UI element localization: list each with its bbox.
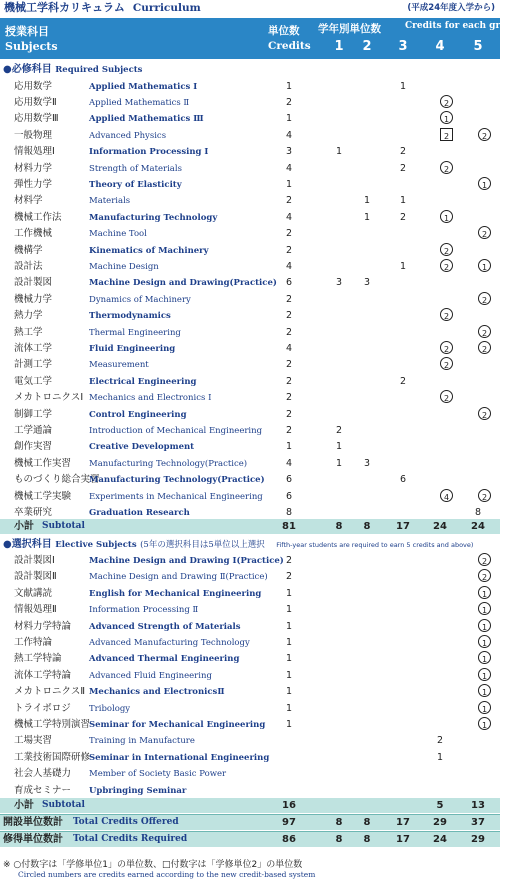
subject-name-en: Machine Design and Drawing(Practice)	[89, 278, 277, 289]
subject-name-jp: 設計法	[14, 260, 43, 272]
subtotal-label-en: Subtotal	[42, 800, 85, 810]
circled-credit-mark: 1	[478, 684, 491, 697]
total-offered-row	[0, 815, 500, 830]
subject-name-en: Thermodynamics	[89, 311, 171, 322]
enrollment-note: (平成24年度入学から)	[407, 3, 495, 13]
subtotal-grade-2: 8	[363, 521, 371, 532]
subject-name-jp: 機械工学実験	[14, 490, 72, 502]
grade-1-credit: 2	[335, 424, 343, 436]
subject-name-jp: メカトロニクスⅠ	[14, 392, 84, 404]
elective-title-en: Elective Subjects	[55, 540, 137, 550]
subject-row	[0, 79, 500, 95]
subject-name-en: Seminar in International Engineering	[89, 752, 270, 763]
subject-name-en: Advanced Physics	[89, 130, 167, 141]
subject-name-jp: 材料学	[14, 195, 43, 207]
total-offered-grade-4: 29	[433, 817, 447, 828]
subject-name-jp: 電気工学	[14, 375, 53, 387]
credit-count: 8	[285, 506, 293, 518]
subtotal-credits: 16	[282, 800, 296, 811]
total-offered-label-en: Total Credits Offered	[73, 817, 179, 827]
credit-count: 1	[285, 669, 293, 681]
boxed-credit-mark: 2	[440, 128, 453, 141]
circled-credit-mark: 2	[440, 390, 453, 403]
total-offered-grade-1: 8	[335, 817, 343, 828]
circled-credit-mark: 2	[478, 341, 491, 354]
header-grade-en: Credits for each grade	[405, 21, 518, 31]
subject-name-en: Advanced Thermal Engineering	[89, 654, 240, 665]
subject-row	[0, 275, 500, 291]
circled-credit-mark: 1	[478, 651, 491, 664]
subject-row	[0, 423, 500, 439]
subject-name-jp: ものづくり総合実習	[14, 474, 100, 486]
subject-name-jp: 材料力学特論	[14, 620, 72, 632]
subject-row	[0, 308, 500, 324]
grade-1-credit: 1	[335, 146, 343, 158]
subject-name-jp: 情報処理Ⅱ	[14, 604, 57, 616]
subject-row	[0, 177, 500, 193]
total-offered-grade-3: 17	[396, 817, 410, 828]
footnote-jp: ※ ○付数字は「学修単位1」の単位数、□付数字は「学修単位2」の単位数	[3, 860, 303, 870]
subject-row	[0, 193, 500, 209]
subject-row	[0, 357, 500, 373]
subject-name-en: Materials	[89, 196, 131, 207]
circled-credit-mark: 2	[478, 128, 491, 141]
credit-count: 2	[285, 392, 293, 404]
total-offered-credits: 97	[282, 817, 296, 828]
credit-count: 2	[285, 408, 293, 420]
total-required-grade-1: 8	[335, 834, 343, 845]
subject-name-jp: 機械工作法	[14, 211, 62, 223]
subtotal-label-jp: 小計	[14, 800, 34, 811]
subject-name-en: Applied Mathematics Ⅲ	[89, 114, 204, 125]
circled-credit-mark: 2	[440, 341, 453, 354]
credit-count: 1	[285, 702, 293, 714]
circled-credit-mark: 2	[478, 489, 491, 502]
subject-name-jp: メカトロニクスⅡ	[14, 686, 86, 698]
subject-row	[0, 701, 500, 717]
total-required-label-jp: 修得単位数計	[3, 834, 63, 845]
total-offered-grade-5: 37	[471, 817, 485, 828]
subject-name-jp: 機械工学特別演習	[14, 719, 91, 730]
credit-count: 4	[285, 129, 293, 141]
header-grade-jp: 学年別単位数	[318, 23, 381, 35]
grade-3-credit: 1	[399, 195, 407, 207]
grade-1-credit: 3	[335, 277, 343, 289]
credit-count: 1	[285, 113, 293, 125]
elective-title-jp: ●選択科目	[3, 539, 52, 550]
subject-row	[0, 407, 500, 423]
subject-name-jp: 工学通論	[14, 424, 53, 436]
subject-name-jp: 弾性力学	[14, 178, 53, 190]
subject-name-jp: 一般物理	[14, 129, 53, 141]
grade-2-header: 2	[362, 39, 372, 54]
grade-1-credit: 1	[335, 457, 343, 469]
credit-count: 2	[285, 375, 293, 387]
subject-name-en: Manufacturing Technology(Practice)	[89, 475, 265, 486]
credit-count: 6	[285, 474, 293, 486]
credit-count: 1	[285, 719, 293, 730]
subject-name-en: Mechanics and Electronics Ⅰ	[89, 393, 212, 404]
subject-name-en: Strength of Materials	[89, 163, 182, 174]
required-subtotal-row	[0, 519, 500, 534]
subject-name-en: Training in Manufacture	[89, 736, 195, 747]
subject-row	[0, 128, 500, 144]
subject-name-jp: 育成セミナー	[14, 784, 72, 796]
total-required-grade-3: 17	[396, 834, 410, 845]
circled-credit-mark: 1	[478, 177, 491, 190]
grade-3-credit: 2	[399, 211, 407, 223]
credit-count: 2	[285, 228, 293, 240]
subject-name-en: Applied Mathematics Ⅰ	[89, 81, 198, 92]
subject-row	[0, 226, 500, 242]
subject-name-en: Electrical Engineering	[89, 376, 197, 387]
subject-row	[0, 210, 500, 226]
grade-3-credit: 1	[399, 260, 407, 272]
subject-row	[0, 111, 500, 127]
total-required-grade-2: 8	[363, 834, 371, 845]
credit-count: 6	[285, 277, 293, 289]
grade-4-header: 4	[435, 39, 445, 54]
credit-count: 2	[285, 555, 293, 566]
circled-credit-mark: 2	[440, 95, 453, 108]
circled-credit-mark: 2	[440, 259, 453, 272]
circled-credit-mark: 2	[478, 569, 491, 582]
title-en: Curriculum	[132, 2, 201, 14]
subtotal-label-jp: 小計	[14, 521, 34, 532]
subject-name-jp: 工作特論	[14, 637, 53, 648]
subject-row	[0, 489, 500, 505]
subject-name-jp: 機構学	[14, 244, 43, 256]
subject-name-jp: 卒業研究	[14, 506, 53, 518]
subject-name-en: Dynamics of Machinery	[89, 294, 191, 305]
credit-count: 2	[285, 293, 293, 305]
subject-name-en: Tribology	[89, 703, 131, 714]
subject-row	[0, 750, 500, 766]
elective-subtotal-row	[0, 798, 500, 813]
circled-credit-mark: 2	[440, 357, 453, 370]
subtotal-grade-5: 13	[471, 800, 485, 811]
credit-count: 4	[285, 211, 293, 223]
circled-credit-mark: 1	[478, 635, 491, 648]
required-section-title	[3, 63, 142, 77]
subject-row	[0, 292, 500, 308]
subject-row	[0, 602, 500, 618]
subject-name-en: Machine Design and Drawing Ⅱ(Practice)	[89, 572, 268, 583]
circled-credit-mark: 1	[478, 619, 491, 632]
elective-note-jp: (5年の選択科目は5単位以上選択	[140, 540, 265, 550]
subject-name-jp: 工作機械	[14, 228, 53, 240]
credit-count: 1	[285, 441, 293, 453]
subject-name-en: Manufacturing Technology(Practice)	[89, 458, 248, 469]
subject-name-jp: 機械工作実習	[14, 457, 72, 469]
subject-name-jp: 設計製図Ⅱ	[14, 571, 57, 583]
circled-credit-mark: 1	[478, 717, 491, 730]
elective-note-en: Fifth-year students are required to earn 5 credits and above)	[276, 541, 474, 549]
subject-name-en: Experiments in Mechanical Engineering	[89, 491, 263, 502]
header-credits-en: Credits	[268, 40, 311, 52]
credit-count: 4	[285, 457, 293, 469]
subject-row	[0, 161, 500, 177]
subject-row	[0, 569, 500, 585]
credit-count: 4	[285, 342, 293, 354]
subject-name-en: Mechanics and ElectronicsⅡ	[89, 687, 225, 698]
subject-name-en: Measurement	[89, 360, 149, 371]
credit-count: 2	[285, 310, 293, 322]
subject-name-jp: 計測工学	[14, 359, 53, 371]
credit-count: 2	[285, 326, 293, 338]
total-offered-label-jp: 開設単位数計	[3, 817, 63, 828]
subject-row	[0, 635, 500, 651]
subject-name-jp: 熱工学	[14, 326, 43, 338]
circled-credit-mark: 4	[440, 489, 453, 502]
grade-4-credit: 2	[436, 735, 444, 747]
subject-row	[0, 95, 500, 111]
subject-name-jp: 応用数学Ⅲ	[14, 113, 59, 125]
subtotal-credits: 81	[282, 521, 296, 532]
subject-name-en: Graduation Research	[89, 507, 190, 518]
required-title-en: Required Subjects	[55, 65, 143, 75]
subject-name-en: Advanced Fluid Engineering	[89, 670, 212, 681]
subject-row	[0, 733, 500, 749]
credit-count: 4	[285, 260, 293, 272]
grade-2-credit: 3	[363, 277, 371, 289]
total-required-grade-5: 29	[471, 834, 485, 845]
subject-row	[0, 390, 500, 406]
subject-name-en: Information Processing Ⅱ	[89, 605, 199, 616]
subject-name-en: Advanced Manufacturing Technology	[89, 638, 250, 648]
credit-count: 6	[285, 490, 293, 502]
circled-credit-mark: 2	[440, 161, 453, 174]
circled-credit-mark: 1	[440, 210, 453, 223]
credit-count: 4	[285, 162, 293, 174]
subject-name-jp: 材料力学	[14, 162, 53, 174]
subject-name-jp: 機械力学	[14, 293, 53, 305]
credit-count: 1	[285, 587, 293, 599]
subject-row	[0, 553, 500, 569]
subject-name-en: Member of Society Basic Power	[89, 769, 227, 780]
subject-row	[0, 619, 500, 635]
subject-row	[0, 651, 500, 667]
subject-row	[0, 717, 500, 733]
subject-name-en: Information Processing Ⅰ	[89, 147, 209, 158]
grade-1-header: 1	[334, 39, 344, 54]
grade-3-credit: 6	[399, 474, 407, 486]
circled-credit-mark: 2	[440, 308, 453, 321]
circled-credit-mark: 2	[478, 292, 491, 305]
subject-row	[0, 325, 500, 341]
subject-name-jp: 設計製図	[14, 277, 53, 289]
header-subjects-en: Subjects	[5, 40, 58, 53]
circled-credit-mark: 2	[478, 325, 491, 338]
grade-3-credit: 2	[399, 146, 407, 158]
subject-name-en: Upbringing Seminar	[89, 785, 187, 796]
total-required-label-en: Total Credits Required	[73, 834, 188, 844]
subject-name-jp: 熱力学	[14, 310, 43, 322]
credit-count: 1	[285, 604, 293, 616]
title-jp: 機械工学科カリキュラム	[4, 1, 125, 14]
grade-2-credit: 1	[363, 195, 371, 207]
subject-name-en: Theory of Elasticity	[89, 179, 182, 190]
grade-3-credit: 2	[399, 375, 407, 387]
grade-5-credit: 8	[474, 506, 482, 518]
circled-credit-mark: 1	[440, 111, 453, 124]
grade-3-credit: 1	[399, 80, 407, 92]
grade-1-credit: 1	[335, 441, 343, 453]
subject-name-jp: 工業技術国際研修	[14, 751, 91, 763]
total-required-credits: 86	[282, 834, 296, 845]
page-title	[4, 0, 201, 16]
circled-credit-mark: 2	[440, 243, 453, 256]
subject-name-jp: 応用数学Ⅱ	[14, 96, 57, 108]
subject-name-jp: 流体工学	[14, 342, 53, 354]
subject-name-jp: 情報処理Ⅰ	[14, 146, 55, 158]
header-credits-jp: 単位数	[268, 25, 300, 37]
credit-count: 2	[285, 571, 293, 583]
subject-name-en: Fluid Engineering	[89, 343, 176, 354]
subject-name-en: English for Mechanical Engineering	[89, 588, 262, 599]
grade-3-credit: 2	[399, 162, 407, 174]
credit-count: 1	[285, 80, 293, 92]
subject-name-en: Manufacturing Technology	[89, 212, 218, 223]
subject-row	[0, 472, 500, 488]
subtotal-grade-4: 24	[433, 521, 447, 532]
credit-count: 1	[285, 178, 293, 190]
subject-row	[0, 766, 500, 782]
subtotal-grade-4: 5	[436, 800, 444, 811]
subject-row	[0, 439, 500, 455]
subject-name-jp: 流体工学特論	[14, 669, 72, 681]
credit-count: 3	[285, 146, 293, 158]
subject-name-jp: 設計製図Ⅰ	[14, 555, 55, 566]
circled-credit-mark: 2	[478, 407, 491, 420]
credit-count: 2	[285, 359, 293, 371]
subject-name-en: Control Engineering	[89, 409, 187, 420]
subject-name-jp: 文献講読	[14, 587, 53, 599]
circled-credit-mark: 2	[478, 226, 491, 239]
subject-row	[0, 684, 500, 700]
total-offered-grade-2: 8	[363, 817, 371, 828]
subject-name-en: Applied Mathematics Ⅱ	[89, 97, 190, 108]
credit-count: 2	[285, 96, 293, 108]
table-header	[0, 18, 518, 59]
subject-row	[0, 243, 500, 259]
subject-row	[0, 783, 500, 799]
credit-count: 1	[285, 653, 293, 665]
subject-name-en: Machine Tool	[89, 229, 147, 240]
circled-credit-mark: 1	[478, 586, 491, 599]
credit-count: 2	[285, 244, 293, 256]
subject-name-jp: 工場実習	[14, 735, 53, 747]
subtotal-label-en: Subtotal	[42, 521, 85, 531]
subject-row	[0, 586, 500, 602]
subject-row	[0, 341, 500, 357]
circled-credit-mark: 1	[478, 259, 491, 272]
grade-2-credit: 3	[363, 457, 371, 469]
required-title-jp: ●必修科目	[3, 64, 52, 75]
subject-name-en: Machine Design and Drawing Ⅰ(Practice)	[89, 556, 284, 566]
subtotal-grade-1: 8	[335, 521, 343, 532]
subject-name-jp: トライボロジ	[14, 702, 71, 714]
subject-name-jp: 創作実習	[14, 441, 53, 453]
credit-count: 1	[285, 620, 293, 632]
subject-row	[0, 144, 500, 160]
grade-4-credit: 1	[436, 751, 444, 763]
grade-3-header: 3	[398, 39, 408, 54]
subject-name-en: Introduction of Mechanical Engineering	[89, 425, 263, 436]
subject-row	[0, 456, 500, 472]
subject-name-jp: 熱工学特論	[14, 653, 62, 665]
circled-credit-mark: 1	[478, 701, 491, 714]
subject-name-jp: 制御工学	[14, 408, 53, 420]
subject-row	[0, 668, 500, 684]
subject-name-en: Thermal Engineering	[89, 327, 181, 338]
credit-count: 1	[285, 637, 293, 648]
subject-row	[0, 259, 500, 275]
subject-name-en: Creative Development	[89, 442, 195, 453]
circled-credit-mark: 2	[478, 553, 491, 566]
subject-name-en: Kinematics of Machinery	[89, 245, 209, 256]
circled-credit-mark: 1	[478, 668, 491, 681]
subject-name-jp: 応用数学	[14, 80, 53, 92]
total-required-row	[0, 832, 500, 847]
credit-count: 2	[285, 424, 293, 436]
subject-name-en: Machine Design	[89, 261, 159, 272]
grade-2-credit: 1	[363, 211, 371, 223]
circled-credit-mark: 1	[478, 602, 491, 615]
subtotal-grade-3: 17	[396, 521, 410, 532]
subject-row	[0, 374, 500, 390]
subject-name-en: Advanced Strength of Materials	[89, 621, 241, 632]
header-subjects-jp: 授業科目	[5, 25, 49, 38]
subtotal-grade-5: 24	[471, 521, 485, 532]
credit-count: 2	[285, 195, 293, 207]
total-required-grade-4: 24	[433, 834, 447, 845]
grade-5-header: 5	[473, 39, 483, 54]
subject-name-jp: 社会人基礎力	[14, 768, 72, 780]
subject-name-en: Seminar for Mechanical Engineering	[89, 720, 266, 730]
elective-section-title	[3, 538, 473, 552]
credit-count: 1	[285, 686, 293, 698]
footnote-en: Circled numbers are credits earned according to the new credit-based system	[18, 870, 316, 879]
